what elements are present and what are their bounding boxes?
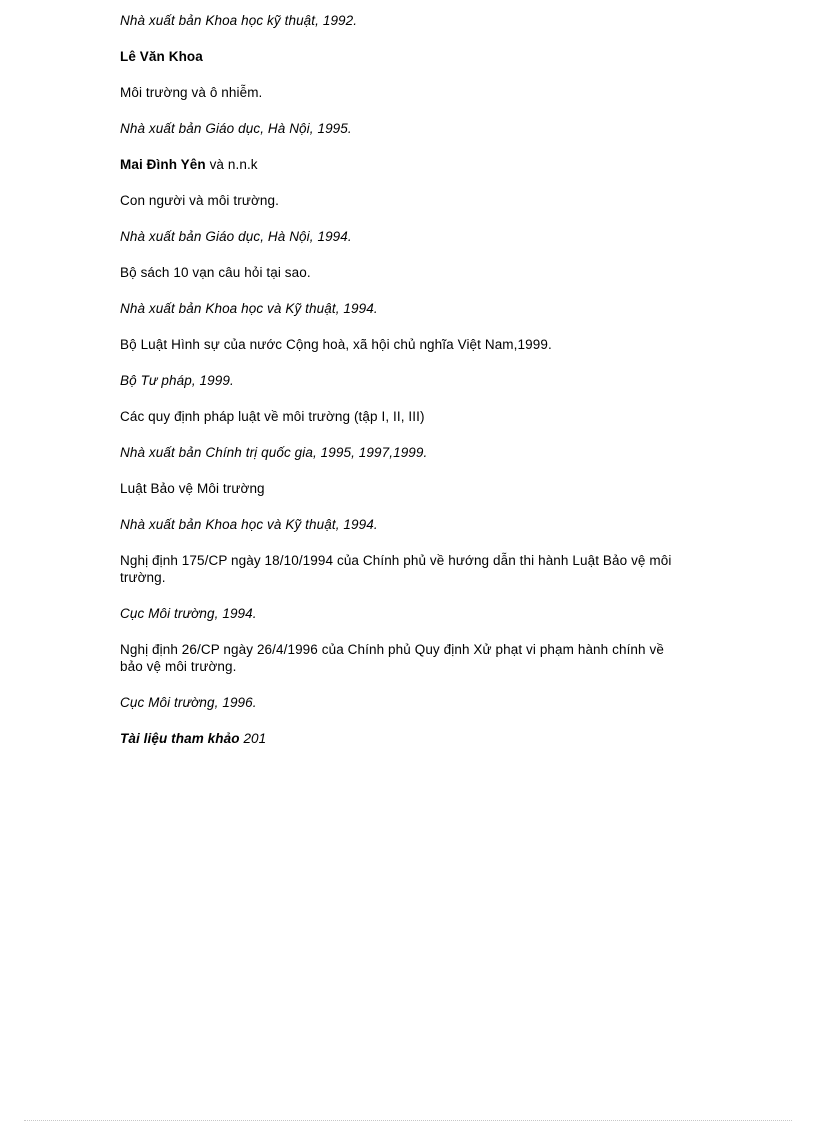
reference-publisher: Nhà xuất bản Giáo dục, Hà Nội, 1994. <box>120 229 352 244</box>
reference-publisher: Bộ Tư pháp, 1999. <box>120 373 234 388</box>
reference-publisher: Nhà xuất bản Khoa học và Kỹ thuật, 1994. <box>120 517 378 532</box>
reference-title: Nghị định 26/CP ngày 26/4/1996 của Chính phủ Quy định Xử phạt vi phạm hành chính về bảo vệ môi trường. <box>120 642 664 674</box>
reference-list <box>120 12 680 766</box>
reference-publisher: Cục Môi trường, 1996. <box>120 695 257 710</box>
reference-publisher: Nhà xuất bản Giáo dục, Hà Nội, 1995. <box>120 121 352 136</box>
reference-title: Môi trường và ô nhiễm. <box>120 85 263 100</box>
reference-title: Bộ sách 10 vạn câu hỏi tại sao. <box>120 265 311 280</box>
reference-author <box>120 156 680 173</box>
reference-author <box>120 48 680 65</box>
footer-label: Tài liệu tham khảo <box>120 731 240 746</box>
reference-publisher: Nhà xuất bản Khoa học kỹ thuật, 1992. <box>120 13 358 28</box>
reference-publisher: Nhà xuất bản Khoa học và Kỹ thuật, 1994. <box>120 301 378 316</box>
page-bottom-divider <box>24 1120 792 1121</box>
reference-title: Các quy định pháp luật về môi trường (tập I, II, III) <box>120 409 425 424</box>
reference-title: Bộ Luật Hình sự của nước Cộng hoà, xã hội chủ nghĩa Việt Nam,1999. <box>120 337 552 352</box>
author-name: Lê Văn Khoa <box>120 49 203 64</box>
reference-publisher: Cục Môi trường, 1994. <box>120 606 257 621</box>
author-suffix: và n.n.k <box>205 157 258 172</box>
reference-publisher: Nhà xuất bản Chính trị quốc gia, 1995, 1997,1999. <box>120 445 428 460</box>
reference-title: Luật Bảo vệ Môi trường <box>120 481 265 496</box>
reference-title: Con người và môi trường. <box>120 193 279 208</box>
reference-title: Nghị định 175/CP ngày 18/10/1994 của Chính phủ về hướng dẫn thi hành Luật Bảo vệ môi trường. <box>120 553 672 585</box>
author-name: Mai Đình Yên <box>120 157 206 172</box>
page-footer <box>120 730 680 747</box>
page-number: 201 <box>243 731 267 746</box>
